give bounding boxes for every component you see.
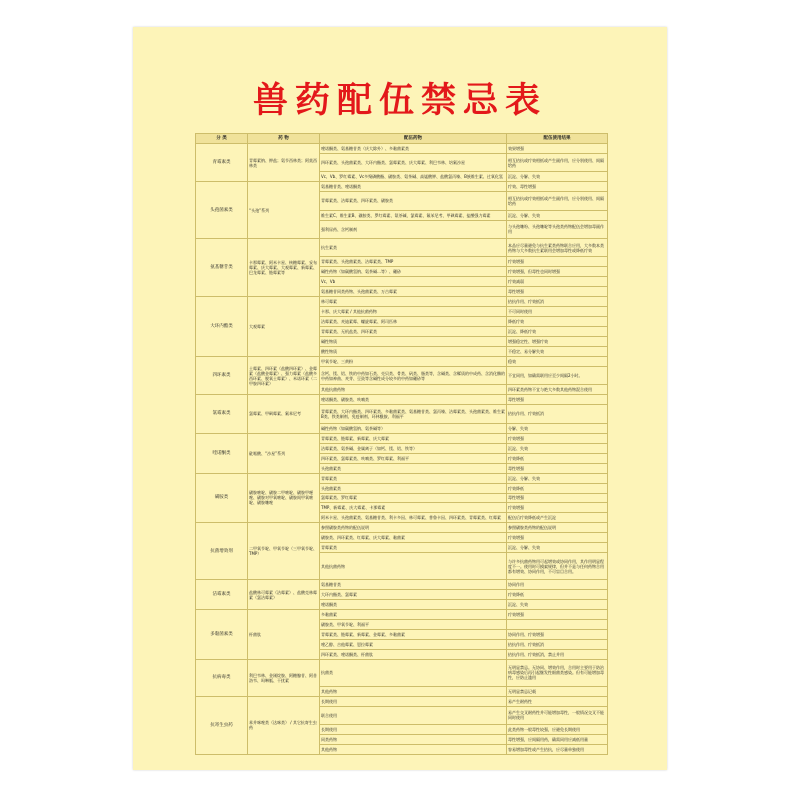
combo-drug-cell: 磺胺类、四环素类、红霉素、庆大霉素、黏菌素 <box>320 533 507 543</box>
result-cell: 疗效增强，但毒性也同时增强 <box>507 267 608 277</box>
result-cell: 毒性增强 <box>507 287 608 297</box>
combo-drug-cell: 四环素类、头孢菌素类、大环内酯类、氯霉素类、庆大霉素、利巴韦林、培氟沙星 <box>320 153 507 171</box>
table-row <box>196 182 608 192</box>
result-cell: 容易增加毒性或产生拮抗，应尽量单独使用 <box>507 744 608 754</box>
combo-drug-cell: 卡那、庆大霉素 / 其他抗菌药物 <box>320 307 507 317</box>
combo-drug-cell: 喹诺酮类、氨基糖苷类（庆大除外）、多黏菌素类 <box>320 144 507 154</box>
result-cell: 配伍后疗效降低或产生沉淀 <box>507 513 608 523</box>
combo-drug-cell: 头孢菌素类 <box>320 483 507 493</box>
category-cell: 抗菌增效剂 <box>196 523 248 580</box>
combo-drug-cell: 青霉素类、洁霉素类、四环素类、磺胺类 <box>320 192 507 210</box>
category-cell: 氯霉素类 <box>196 395 248 433</box>
combo-drug-cell: 其他药物 <box>320 686 507 696</box>
drug-cell: 砒哌酸、“沙星”系列 <box>248 433 320 473</box>
table-row <box>196 144 608 154</box>
combo-drug-cell: 强利尿药、含钙制剂 <box>320 220 507 238</box>
result-cell: 协同作用、疗效增强 <box>507 629 608 639</box>
combo-drug-cell: 碱性药物（如碳酸氢钠、氨茶碱…等）、硼砂 <box>320 267 507 277</box>
combo-drug-cell: 青霉素类、无机盐类、四环素类 <box>320 327 507 337</box>
combo-drug-cell: 其他抗菌药物 <box>320 553 507 580</box>
category-cell: 头孢菌素类 <box>196 182 248 239</box>
category-cell: 磺胺类 <box>196 473 248 523</box>
combo-drug-cell: 氨基糖苷同类药物、头孢菌素类、万古霉素 <box>320 287 507 297</box>
combo-drug-cell: TMP、新霉素、庆大霉素、卡那霉素 <box>320 503 507 513</box>
combo-drug-cell: Vc、Vb、罗红霉素、Vc多聚磷酸酯、磺胺类、氨茶碱、高锰酸钾、盐酸氯丙嗪、B族维生素、过氧化氢 <box>320 172 507 182</box>
combo-drug-cell: 抗生素类 <box>320 238 507 256</box>
result-cell: 与头孢噻吩、头孢噻啶等头孢类药物配伍会增加毒副作用 <box>507 220 608 238</box>
header-result: 配伍使用结果 <box>507 134 608 144</box>
result-cell: 不可同时使用 <box>507 307 608 317</box>
result-cell: 疗效增强 <box>507 533 608 543</box>
table-row <box>196 238 608 256</box>
result-cell: 易产生耐药性 <box>507 696 608 706</box>
result-cell: 疗效、毒性增强 <box>507 182 608 192</box>
combo-drug-cell: 氯霉素类、罗红霉素 <box>320 493 507 503</box>
table-row <box>196 357 608 367</box>
combo-drug-cell: 青霉素类、大环内酯类、四环素类、多黏菌素类、氨基糖苷类、氯丙嗪、洁霉素类、头孢菌素类、维生素B类、铁类制剂、免疫制剂、环林酰胺、利福平 <box>320 405 507 423</box>
table-row <box>196 696 608 706</box>
table-row <box>196 433 608 443</box>
combo-drug-cell: 洁霉素类、氨茶碱、金属离子（如钙、镁、铝、铁等） <box>320 443 507 453</box>
combo-drug-cell: 含钙、镁、铝、铁的中药如石类、壳贝类、骨类、矾类、脂类等，含碱类、含鞣质的中成药、含消化酶的中药如神曲、麦芽、豆豉等含碱性成分较多的中药如硼砂等 <box>320 367 507 385</box>
category-cell: 抗病毒类 <box>196 659 248 696</box>
result-cell: 分解、失效 <box>507 423 608 433</box>
result-cell: 此类药物一般毒性较强，应避免长期使用 <box>507 724 608 734</box>
table-row <box>196 580 608 590</box>
result-cell: 本品应尽量避免与抗生素类药物联合应用，大多数本类药物与大多数抗生素联用会增加毒性或降低疗效 <box>507 238 608 256</box>
header-drug: 药 物 <box>248 134 320 144</box>
header-category: 分 类 <box>196 134 248 144</box>
result-cell: 毒性增强 <box>507 463 608 473</box>
drug-cell: 卡那霉素、阿米卡星、核糖霉素、妥布霉素、庆大霉素、大观霉素、新霉素、巴龙霉素、链霉素等 <box>248 238 320 296</box>
result-cell: 疗效增强 <box>507 433 608 443</box>
result-cell: 毒性增强，应间隔用药，确需同用应减低用量 <box>507 734 608 744</box>
combo-drug-cell: 其他药物 <box>320 744 507 754</box>
result-cell: 拮抗作用、疗效抵消 <box>507 405 608 423</box>
combo-drug-cell: 酸性物质 <box>320 347 507 357</box>
drug-cell: 杆菌肽 <box>248 609 320 659</box>
combo-drug-cell: 甲氧苄啶、三黄粉 <box>320 357 507 367</box>
result-cell: 拮抗作用、疗效抵消 <box>507 639 608 649</box>
combo-drug-cell: 碱性物质 <box>320 337 507 347</box>
category-cell: 青霉素类 <box>196 144 248 182</box>
combo-drug-cell: 青霉素类、链霉素、新霉素、庆大霉素 <box>320 433 507 443</box>
combo-drug-cell: 青霉素类 <box>320 473 507 483</box>
result-cell: 无明显禁忌记载 <box>507 686 608 696</box>
combo-drug-cell: 四环素类、氯霉素类、呋喃类、罗红霉素、利福平 <box>320 453 507 463</box>
header-combo: 配伍药物 <box>320 134 507 144</box>
result-cell: 疗效降低 <box>507 483 608 493</box>
drug-cell: 利巴韦林、金刚烷胺、阿糖腺苷、阿昔洛韦、吗啉胍、干扰素 <box>248 659 320 696</box>
result-cell: 不宜同用，如确需联用应至少间隔2小时。 <box>507 367 608 385</box>
combo-drug-cell: Vc、Vb <box>320 277 507 287</box>
result-cell <box>507 619 608 629</box>
combo-drug-cell: 青霉素类 <box>320 543 507 553</box>
result-cell: 拮抗作用、疗效抵消，禁止并用 <box>507 649 608 659</box>
table-body <box>196 144 608 755</box>
table-row <box>196 523 608 533</box>
result-cell: 不稳定、易分解失效 <box>507 347 608 357</box>
result-cell: 稳效 <box>507 357 608 367</box>
table-header-row <box>196 134 608 144</box>
combo-drug-cell: 多黏菌素 <box>320 609 507 619</box>
combo-drug-cell: 维生素C、维生素B、磺胺类、罗红霉素、氨茶碱、氯霉素、氟苯尼考、甲砜霉素、盐酸强力霉素 <box>320 210 507 220</box>
combo-drug-cell: 抗菌类 <box>320 659 507 686</box>
drug-cell: 氯霉素、甲砜霉素、氟苯尼考 <box>248 395 320 433</box>
result-cell: 疗效降低 <box>507 590 608 600</box>
result-cell: 疗效增强 <box>507 609 608 619</box>
category-cell: 多黏菌素类 <box>196 609 248 659</box>
combo-drug-cell: 磺胺类、甲氧苄啶、利福平 <box>320 619 507 629</box>
table-row <box>196 297 608 307</box>
combo-drug-cell: 长期使用 <box>320 696 507 706</box>
category-cell: 喹诺酮类 <box>196 433 248 473</box>
table-row <box>196 473 608 483</box>
result-cell: 沉淀、分解、失效 <box>507 210 608 220</box>
combo-drug-cell: 喹乙醇、吉他霉素、恩拉霉素 <box>320 639 507 649</box>
result-cell: 疗效增强 <box>507 503 608 513</box>
result-cell: 疗效增强 <box>507 257 608 267</box>
drug-cell: 盐酸林可霉素（洁霉素）、盐酸克林霉素（氯洁霉素） <box>248 580 320 610</box>
combo-drug-cell: 氨基糖苷类、喹诺酮类 <box>320 182 507 192</box>
combo-drug-cell: 碱性药物（如碳酸氢钠、氨茶碱等） <box>320 423 507 433</box>
combo-drug-cell: 氨基糖苷类 <box>320 580 507 590</box>
category-cell: 氨基糖苷类 <box>196 238 248 296</box>
result-cell: 效果增强 <box>507 144 608 154</box>
result-cell: 沉淀、失效 <box>507 600 608 610</box>
category-cell: 大环内酯类 <box>196 297 248 357</box>
result-cell: 易产生交叉耐药性并可能增加毒性，一般情况交叉不能同时使用 <box>507 706 608 724</box>
result-cell: 与许多抗菌药物用可起增效或协同作用，其作用明显程度不一。使用时可摸索规律，但并不是与任何药物合用都有增效、协同作用，不可盲目合用。 <box>507 553 608 580</box>
drug-cell: “头孢”系列 <box>248 182 320 239</box>
table-row <box>196 659 608 686</box>
combo-drug-cell: 头孢菌素类 <box>320 463 507 473</box>
category-cell: 四环素类 <box>196 357 248 395</box>
combo-drug-cell: 联合使用 <box>320 706 507 724</box>
combo-drug-cell: 大环内酯类、氯霉素 <box>320 590 507 600</box>
poster-title: 兽药配伍禁忌表 <box>252 81 547 121</box>
category-cell: 抗寄生虫药 <box>196 696 248 754</box>
result-cell: 毒性增强 <box>507 395 608 405</box>
result-cell: 沉淀、失效 <box>507 443 608 453</box>
result-cell: 相互拮抗或疗效相抵或产生副作用，应分别使用、间隔给药 <box>507 192 608 210</box>
result-cell: 增强稳定性、增强疗效 <box>507 337 608 347</box>
result-cell: 拮抗作用、疗效抵消 <box>507 297 608 307</box>
combo-drug-cell: 青霉素类、链霉素、新霉素、金霉素、多黏菌素 <box>320 629 507 639</box>
result-cell: 毒性增强 <box>507 493 608 503</box>
combo-drug-cell: 同类药物 <box>320 734 507 744</box>
result-cell: 协同作用 <box>507 580 608 590</box>
drug-cell: 苯并咪唑类（达咪类） / 其它抗寄生虫药 <box>248 696 320 754</box>
compatibility-table <box>195 133 608 755</box>
result-cell: 降低疗效 <box>507 317 608 327</box>
combo-drug-cell: 参照磺胺类药物的配伍说明 <box>320 523 507 533</box>
result-cell: 沉淀、分解、失效 <box>507 473 608 483</box>
result-cell: 沉淀、分解、失效 <box>507 172 608 182</box>
combo-drug-cell: 喹诺酮类、磺胺类、呋喃类 <box>320 395 507 405</box>
drug-cell: 二甲氧苄啶、甲氧苄啶（三甲氧苄啶、TMP） <box>248 523 320 580</box>
result-cell: 相互拮抗或疗效相抵或产生副作用，应分别使用、间隔给药 <box>507 153 608 171</box>
result-cell: 疗效降低 <box>507 453 608 463</box>
combo-drug-cell: 阿米卡星、头孢菌素类、氨基糖苷类、利卡多因、林可霉素、普鲁卡因、四环素类、青霉素类、红霉素 <box>320 513 507 523</box>
drug-cell: 大观霉素 <box>248 297 320 357</box>
combo-drug-cell: 四环素类、喹诺酮类、杆菌肽 <box>320 649 507 659</box>
table-row <box>196 609 608 619</box>
result-cell: 沉淀、降低疗效 <box>507 327 608 337</box>
combo-drug-cell: 其他抗菌药物 <box>320 385 507 395</box>
table-row <box>196 395 608 405</box>
result-cell: 沉淀、分解、失效 <box>507 543 608 553</box>
combo-drug-cell: 林可霉素 <box>320 297 507 307</box>
result-cell: 参照磺胺类药物的配伍说明 <box>507 523 608 533</box>
drug-cell: 土霉素、四环素（盐酸四环素）、金霉素（盐酸金霉素）、强力霉素（盐酸多西环素、脱氧土霉素）、米诺环素（二甲胺四环素） <box>248 357 320 395</box>
drug-cell: 青霉素钠、钾盐；氨苄西林类；阿莫西林类 <box>248 144 320 182</box>
combo-drug-cell: 长期使用 <box>320 724 507 734</box>
combo-drug-cell: 青霉素类、头孢菌素类、洁霉素类、TMP <box>320 257 507 267</box>
combo-drug-cell: 洁霉素类、麦迪素霉、螺旋霉素、阿司匹林 <box>320 317 507 327</box>
result-cell: 无明显禁忌。无协同、增效作用，合用时主要用于防治病毒感染后再引起继发性细菌类感染。但有可能增加毒性，应防止滥用 <box>507 659 608 686</box>
category-cell: 洁霉素类 <box>196 580 248 610</box>
drug-cell: 磺胺嘧啶、磺胺二甲嘧啶、磺胺甲噁唑、磺胺对甲氧嘧啶、磺胺间甲氧嘧啶、磺胺噻唑 <box>248 473 320 523</box>
combo-drug-cell: 喹诺酮类 <box>320 600 507 610</box>
result-cell: 疗效减弱 <box>507 277 608 287</box>
poster <box>133 27 667 770</box>
result-cell: 四环素类药物不宜与绝大多数其他药物混合使用 <box>507 385 608 395</box>
